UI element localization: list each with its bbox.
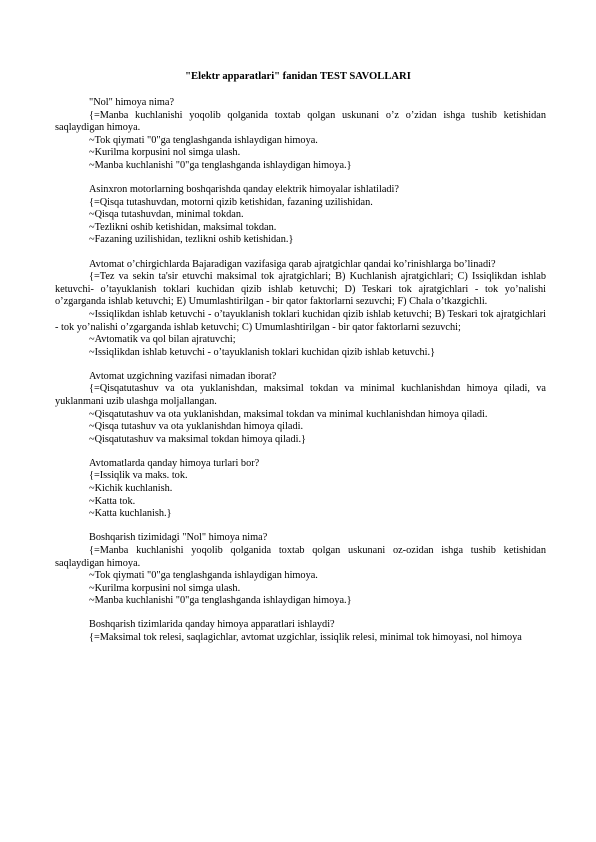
answer-option: ~Manba kuchlanishi "0"ga tenglashganda ishlaydigan himoya.} [89,595,352,607]
question-block [55,259,546,360]
answer-option: ~Issiqlikdan ishlab ketuvchi - o’tayuklanish toklari kuchidan qizib ishlab ketuvchi; B) Teskari tok ajratgichlari - tok yo’nalishi o’zgarganda ishlab ketuvchi; C) Umumlashtirilgan - bir qator faktorlarni sezuvchi; [55,308,546,333]
answer-option: ~Issiqlikdan ishlab ketuvchi - o’tayuklanish toklari kuchidan qizib ishlab ketuvchi.} [89,346,436,358]
answer-option: ~Katta kuchlanish.} [89,508,172,520]
question-text: Asinxron motorlarning boshqarishda qanday elektrik himoyalar ishlatiladi? [89,184,399,196]
question-list [55,97,546,656]
question-text: "Nol" himoya nima? [89,97,175,108]
question-text: Boshqarish tizimlarida qanday himoya apparatlari ishlaydi? [89,619,335,631]
question-text: Avtomat o’chirgichlarda Bajaradigan vazifasiga qarab ajratgichlar qandai ko’rinishlarga bo’linadi? [89,258,496,270]
answer-option: {=Maksimal tok relesi, saqlagichlar, avtomat uzgichlar, issiqlik relesi, minimal tok himoyasi, nol himoya [89,631,522,643]
answer-option: ~Qisqatutashuv va maksimal tokdan himoya qiladi.} [89,433,306,445]
answer-option: ~Qisqa tutashuv va ota yuklanishdan himoya qiladi. [89,421,304,433]
answer-option: ~Kichik kuchlanish. [89,483,173,495]
answer-option: ~Kurilma korpusini nol simga ulash. [89,147,241,159]
answer-option: ~Tok qiymati "0"ga tenglashganda ishlaydigan himoya. [89,134,318,146]
answer-option: {=Qisqatutashuv va ota yuklanishdan, maksimal tokdan va minimal kuchlanishdan himoya qiladi, va yuklanmani uzib ulashga moljallangan. [55,383,546,407]
answer-option: {=Tez va sekin ta'sir etuvchi maksimal tok ajratgichlari; B) Kuchlanish ajratgichlari; C) Issiqlikdan ishlab ketuvchi- o’tayuklanish toklari kuchidan qizib ishlab ketuvchi; D) Teskari tok ajratgichlari - tok yo’nalishi o’zgarganda ishlab ketuvchi; E) Umumlashtirilgan - bir qator faktorlarni sezuvchi; F) Chala o’tkazgichli. [55,271,546,308]
question-block [55,532,546,608]
answer-option: {=Manba kuchlanishi yoqolib qolganida toxtab qolgan uskunani oz-ozidan ishga tushib ketishidan saqlaydigan himoya. [55,544,546,569]
question-text: Avtomat uzgichning vazifasi nimadan iborat? [89,370,277,382]
answer-option: ~Qisqatutashuv va ota yuklanishdan, maksimal tokdan va minimal kuchlanishdan himoya qiladi. [89,408,488,420]
answer-option: {=Manba kuchlanishi yoqolib qolganida toxtab qolgan uskunani o’z o’zidan ishga tushib ketishidan saqlaydigan himoya. [55,109,546,134]
question-text: Boshqarish tizimidagi "Nol" himoya nima? [89,532,268,544]
answer-option: {=Qisqa tutashuvdan, motorni qizib ketishidan, fazaning uzilishidan. [89,196,373,208]
answer-option: ~Tok qiymati "0"ga tenglashganda ishlaydigan himoya. [89,570,318,582]
answer-option: {=Issiqlik va maks. tok. [89,470,188,482]
answer-option: ~Avtomatik va qol bilan ajratuvchi; [89,334,236,346]
question-block [55,371,546,447]
question-block [55,97,546,173]
answer-option: ~Manba kuchlanishi "0"ga tenglashganda ishlaydigan himoya.} [89,159,352,171]
question-block [55,184,546,247]
question-text: Avtomatlarda qanday himoya turlari bor? [89,457,260,469]
question-block [55,458,546,521]
document-title: "Elektr apparatlari" fanidan TEST SAVOLLARI [185,71,411,82]
answer-option: ~Kurilma korpusini nol simga ulash. [89,582,241,594]
answer-option: ~Qisqa tutashuvdan, minimal tokdan. [89,209,244,221]
answer-option: ~Fazaning uzilishidan, tezlikni oshib ketishidan.} [89,234,294,246]
question-block [55,619,546,644]
answer-option: ~Katta tok. [89,495,136,507]
answer-option: ~Tezlikni oshib ketishidan, maksimal tokdan. [89,221,277,233]
